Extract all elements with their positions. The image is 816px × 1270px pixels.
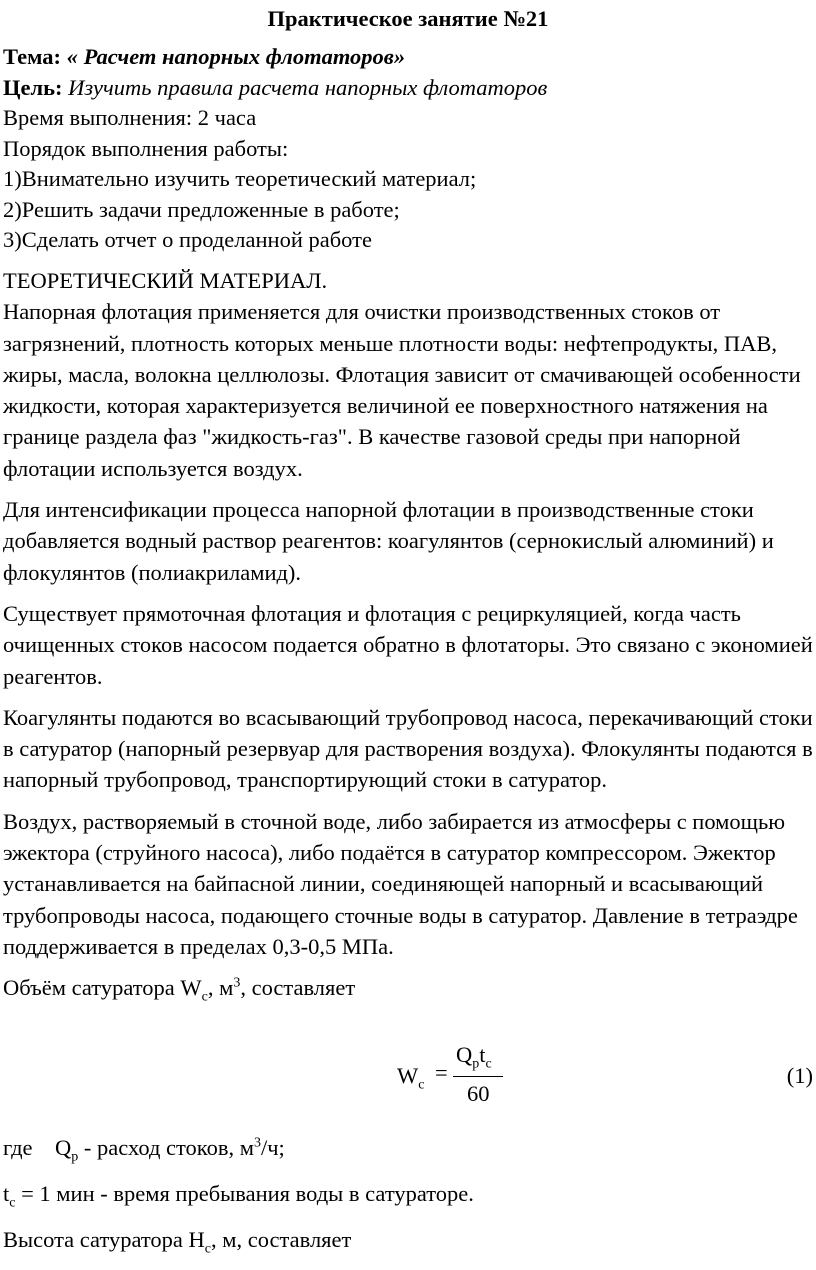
step-item: 1)Внимательно изучить теоретический материал; xyxy=(3,166,477,191)
theory-heading: ТЕОРЕТИЧЕСКИЙ МАТЕРИАЛ. xyxy=(3,268,328,293)
theory-paragraph: Существует прямоточная флотация и флотация с рециркуляцией, когда часть очищенных стоков насосом подается обратно в флотаторы. Это связано с экономией реагентов. xyxy=(3,600,813,689)
topic-line xyxy=(3,42,547,73)
topic-label: Тема: xyxy=(3,44,62,69)
formula-numerator: $Q_pt_c$ xyxy=(456,1042,492,1072)
header-block xyxy=(3,42,547,256)
volume-intro: Объём сатуратора $W_с$, $м^3$, составляет xyxy=(3,975,356,1005)
formula-volume xyxy=(0,1038,816,1110)
goal-line xyxy=(3,73,547,104)
time-line: Время выполнения: 2 часа xyxy=(3,105,257,130)
step-item: 2)Решить задачи предложенные в работе; xyxy=(3,196,400,222)
page-title: Практическое занятие №21 xyxy=(267,6,549,31)
height-intro: Высота сатуратора $H_с$, м, составляет xyxy=(3,1227,352,1257)
formula-equals: = xyxy=(435,1060,448,1085)
fraction-bar xyxy=(453,1076,503,1077)
goal-label: Цель: xyxy=(3,74,63,100)
formula-number: (1) xyxy=(786,1063,813,1088)
legend-t: $t_c = 1$ мин - время пребывания воды в сатураторе. xyxy=(3,1181,474,1211)
formula-denominator: 60 xyxy=(467,1081,490,1106)
legend-q: где $Q_p$ - расход стоков, $м^3/ч$; xyxy=(3,1135,285,1165)
theory-paragraph: Коагулянты подаются во всасывающий трубопровод насоса, перекачивающий стоки в сатуратор (напорный резервуар для растворения воздуха). Флокулянты подаются в напорный трубопровод, транспортирующий стоки в сатуратор. xyxy=(3,704,813,793)
theory-paragraph: Для интенсификации процесса напорной флотации в производственные стоки добавляется водный раствор реагентов: коагулянтов (сернокислый алюминий) и флокулянтов (полиакриламид). xyxy=(3,497,774,585)
formula-lhs: $W_c$ xyxy=(397,1063,425,1093)
theory-paragraph: Воздух, растворяемый в сточной воде, либо забирается из атмосферы с помощью эжектора (струйного насоса), либо подаётся в сатуратор компрессором. Эжектор устанавливается на байпасной линии, соединяющей напорный и всасывающий трубопроводы насоса, подающего сточные воды в сатуратор. Давление в тетраэдре поддерживается в пределах 0,3-0,5 МПа. xyxy=(3,808,798,959)
legend-block xyxy=(3,1132,474,1270)
order-line: Порядок выполнения работы: xyxy=(3,135,289,161)
goal-value: Изучить правила расчета напорных флотаторов xyxy=(68,74,548,100)
topic-value: « Расчет напорных флотаторов» xyxy=(66,44,406,69)
theory-paragraph: Напорная флотация применяется для очистки производственных стоков от загрязнений, плотность которых меньше плотности воды: нефтепродукты, ПАВ, жиры, масла, волокна целлюлозы. Флотация зависит от смачивающей особенности жидкости, которая характеризуется величиной ее поверхностного натяжения на границе раздела фаз "жидкость-газ". В качестве газовой среды при напорной флотации используется воздух. xyxy=(3,299,801,481)
theory-section xyxy=(3,265,815,1004)
step-item: 3)Сделать отчет о проделанной работе xyxy=(3,227,372,252)
